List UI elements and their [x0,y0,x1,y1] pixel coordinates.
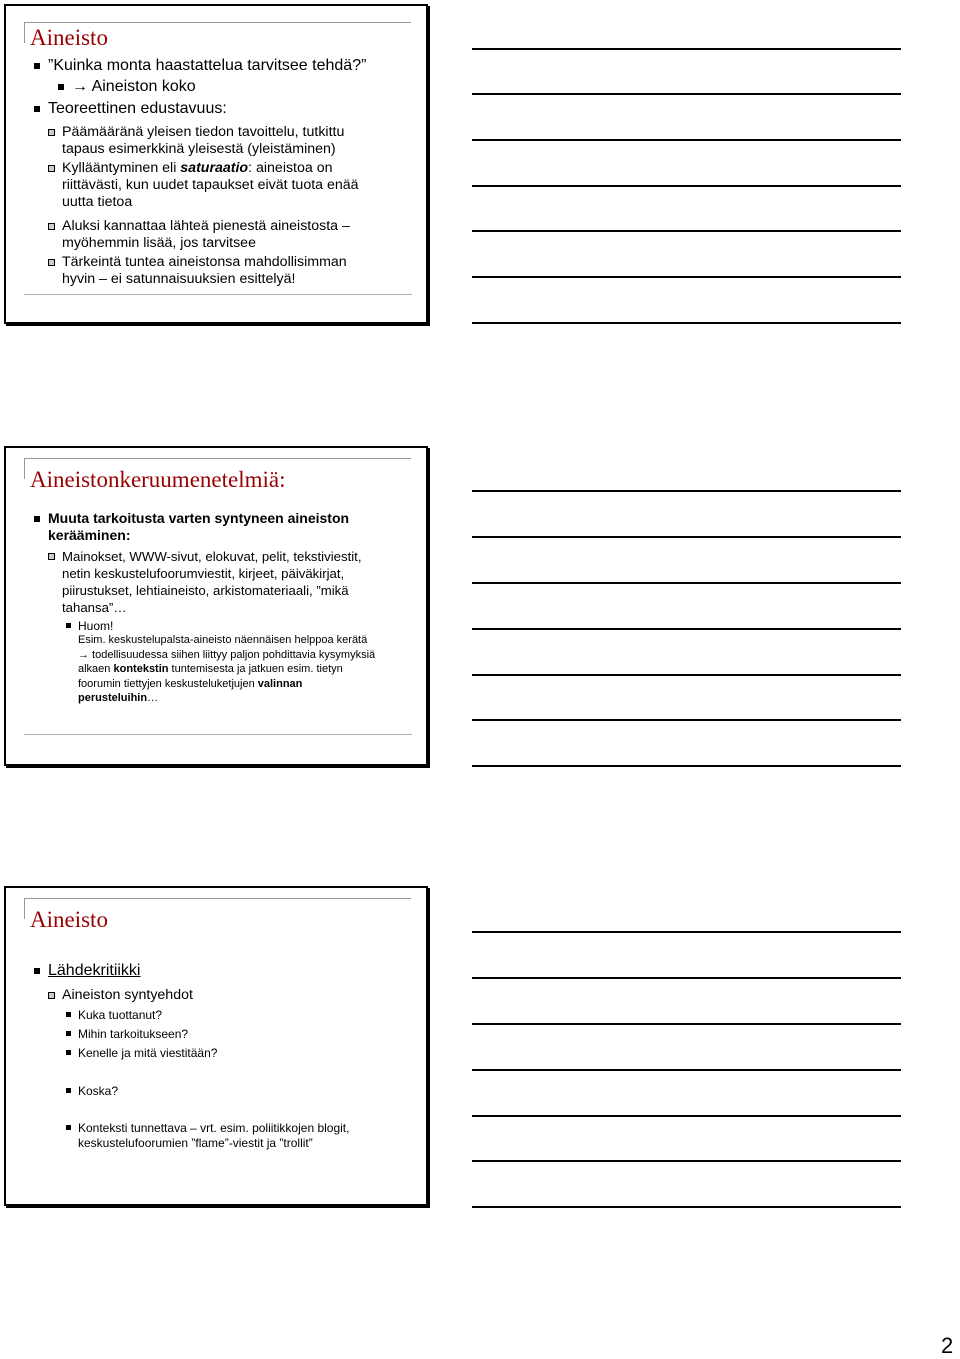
sub-sub-bullet-kenelle: Kenelle ja mitä viestitään? [78,1046,218,1060]
slide-2 [4,446,428,766]
text-line: Konteksti tunnettava – vrt. esim. poliitikkojen blogit, [78,1121,350,1135]
sub-bullet-syntyehdot: Aineiston syntyehdot [62,987,193,1003]
text-line: Muuta tarkoitusta varten syntyneen aineiston [48,510,350,526]
text-line: myöhemmin lisää, jos tarvitsee [62,235,256,251]
sub-bullet-mainokset [62,548,362,616]
sub-bullet-tarkeinta [62,254,347,288]
sub-sub-bullet-koska: Koska? [78,1084,119,1098]
slide-title: Aineisto [30,25,108,50]
note-line [472,582,901,584]
note-line [472,719,901,721]
note-line [472,322,901,324]
bottom-rule [24,294,412,295]
text-line: Aluksi kannattaa lähteä pienestä aineistosta – [62,218,350,234]
text-line: riittävästi, kun uudet tapaukset eivät tuota enää [62,177,359,193]
text-line: keskustelufoorumien ”flame”-viestit ja ”trollit” [78,1135,313,1150]
note-line [472,1069,901,1071]
sub-bullet-saturaatio [62,160,359,211]
note-line [472,931,901,933]
text-line: alkaen kontekstin tuntemisesta ja jatkuen esim. tietyn [78,663,343,675]
note-line [472,490,901,492]
slide-3 [4,886,428,1206]
bullet-teoreettinen: Teoreettinen edustavuus: [48,100,227,117]
text-line: Esim. keskustelupalsta-aineisto näennäisen helppoa kerätä [78,634,368,646]
sub-bullet-paamaara [62,124,344,158]
sub-sub-bullet-konteksti [78,1121,349,1150]
note-line [472,628,901,630]
bullet-muuta-tarkoitusta [48,510,349,544]
bullet-question: ”Kuinka monta haastattelua tarvitsee tehdä?” [48,57,367,74]
note-line [472,1206,901,1208]
bullet-lahdekritiikki: Lähdekritiikki [48,962,141,979]
text-line: Tärkeintä tuntea aineistonsa mahdollisimman [62,254,347,270]
text-line: piirustukset, lehtiaineisto, arkistomateriaali, ”mikä [62,583,349,598]
text-line: Kyllääntyminen eli saturaatio: aineistoa on [62,160,333,176]
note-line [472,276,901,278]
sub-bullet-aluksi [62,218,350,252]
text-line: hyvin – ei satunnaisuuksien esittelyä! [62,271,296,287]
bottom-rule [24,734,412,735]
note-line [472,765,901,767]
sub-sub-bullet-mihin: Mihin tarkoitukseen? [78,1027,189,1041]
note-line [472,1160,901,1162]
note-line [472,139,901,141]
text-line: → todellisuudessa siihen liittyy paljon pohdittavia kysymyksiä [78,648,376,661]
text-line: kerääminen: [48,527,131,543]
text-line: tapaus esimerkkinä yleisestä (yleistäminen) [62,141,336,157]
slide-1 [4,4,428,324]
slide-title: Aineistonkeruumenetelmiä: [30,467,286,492]
note-line [472,93,901,95]
page-number: 2 [941,1333,954,1358]
note-line [472,1115,901,1117]
text-line: perusteluihin… [78,692,159,704]
text-line: uutta tietoa [62,194,133,210]
arrow-line: → Aineiston koko [72,78,196,95]
note-line [472,1023,901,1025]
note-line [472,536,901,538]
note-line [472,674,901,676]
note-line [472,977,901,979]
text-line: tahansa”… [62,600,127,615]
note-line [472,48,901,50]
slide-title: Aineisto [30,907,108,932]
text-line: Päämääränä yleisen tiedon tavoittelu, tutkittu [62,124,345,140]
sub-sub-text-esim [78,633,375,706]
text-line: Mainokset, WWW-sivut, elokuvat, pelit, tekstiviestit, [62,549,362,564]
sub-sub-bullet-huom: Huom! [78,619,114,633]
text-line: foorumin tiettyjen keskusteluketjujen valinnan [78,677,303,690]
note-line [472,185,901,187]
note-line [472,230,901,232]
sub-sub-bullet-kuka: Kuka tuottanut? [78,1008,163,1022]
text-line: netin keskustelufoorumviestit, kirjeet, päiväkirjat, [62,566,345,581]
